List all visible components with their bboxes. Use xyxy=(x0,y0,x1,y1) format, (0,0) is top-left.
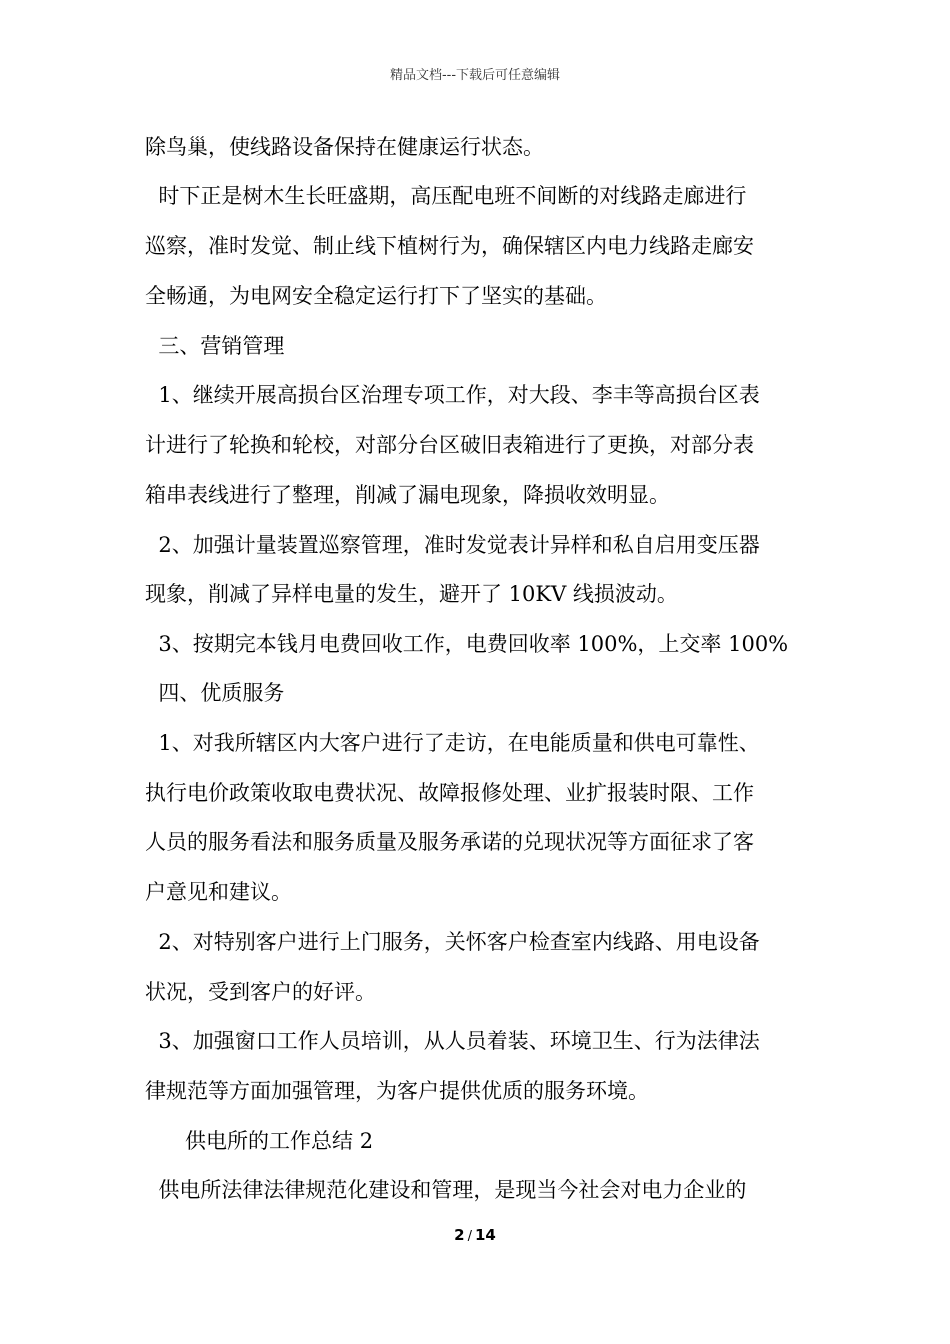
text-line: 除鸟巢，使线路设备保持在健康运行状态。 xyxy=(145,135,544,159)
text-line: 人员的服务看法和服务质量及服务承诺的兑现状况等方面征求了客 xyxy=(145,830,754,854)
text-line: 律规范等方面加强管理，为客户提供优质的服务环境。 xyxy=(145,1079,649,1103)
text-line: 箱串表线进行了整理，削减了漏电现象，降损收效明显。 xyxy=(145,483,670,507)
page-number xyxy=(0,1226,950,1244)
text-line: 3、加强窗口工作人员培训，从人员着装、环境卫生、行为法律法 xyxy=(145,1029,760,1053)
text-line: 时下正是树木生长旺盛期，高压配电班不间断的对线路走廊进行 xyxy=(145,184,747,208)
text-line: 状况，受到客户的好评。 xyxy=(145,980,376,1004)
text-line: 执行电价政策收取电费状况、故障报修处理、业扩报装时限、工作 xyxy=(145,781,754,805)
text-line: 2、加强计量装置巡察管理，准时发觉表计异样和私自启用变压器 xyxy=(145,533,760,557)
subtitle: 供电所的工作总结 2 xyxy=(145,1129,374,1153)
text-line: 全畅通，为电网安全稳定运行打下了坚实的基础。 xyxy=(145,284,607,308)
current-page: 2 xyxy=(454,1226,465,1244)
section-heading: 四、优质服务 xyxy=(145,681,285,705)
text-line: 户意见和建议。 xyxy=(145,880,292,904)
page-separator: / xyxy=(467,1229,472,1244)
page-header: 精品文档---下载后可任意编辑 xyxy=(389,68,561,83)
text-line: 2、对特别客户进行上门服务，关怀客户检查室内线路、用电设备 xyxy=(145,930,760,954)
section-heading: 三、营销管理 xyxy=(145,334,285,358)
text-line: 1、对我所辖区内大客户进行了走访，在电能质量和供电可靠性、 xyxy=(145,731,760,755)
text-line: 现象，削减了异样电量的发生，避开了 10KV 线损波动。 xyxy=(145,582,678,606)
text-line: 供电所法律法律规范化建设和管理，是现当今社会对电力企业的 xyxy=(145,1178,747,1202)
total-pages: 14 xyxy=(474,1226,496,1244)
text-line: 巡察，准时发觉、制止线下植树行为，确保辖区内电力线路走廊安 xyxy=(145,234,754,258)
text-line: 计进行了轮换和轮校，对部分台区破旧表箱进行了更换，对部分表 xyxy=(145,433,754,457)
text-line: 1、继续开展高损台区治理专项工作，对大段、李丰等高损台区表 xyxy=(145,383,760,407)
text-line: 3、按期完本钱月电费回收工作，电费回收率 100%，上交率 100% xyxy=(145,632,789,656)
